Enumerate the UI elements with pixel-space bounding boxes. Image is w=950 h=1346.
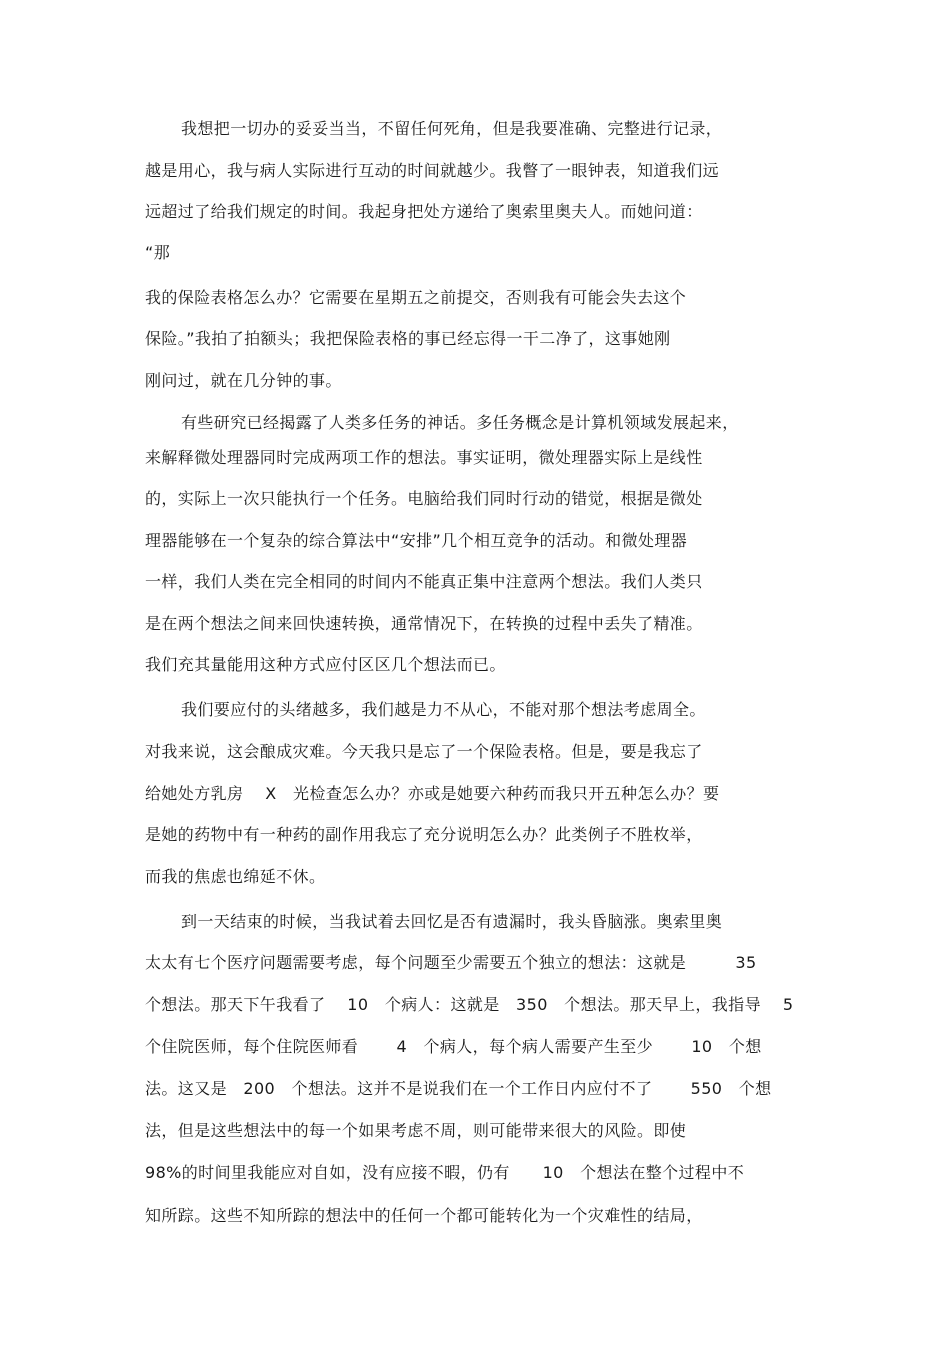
text-line: 个住院医师，每个住院医师看 4 个病人，每个病人需要产生至少 10 个想 [145,1037,762,1056]
text-line: 我的保险表格怎么办？它需要在星期五之前提交，否则我有可能会失去这个 [145,288,687,307]
text-line: “那 [145,243,171,262]
text-line: 刚问过，就在几分钟的事。 [145,371,342,390]
text-line: 而我的焦虑也绵延不休。 [145,867,326,886]
text-line: 到一天结束的时候，当我试着去回忆是否有遗漏时，我头昏脑涨。奥索里奥 [181,912,723,931]
text-line: 我们充其量能用这种方式应付区区几个想法而已。 [145,655,506,674]
text-line: 给她处方乳房 X 光检查怎么办？亦或是她要六种药而我只开五种怎么办？要 [145,784,720,803]
text-line: 越是用心，我与病人实际进行互动的时间就越少。我瞥了一眼钟表，知道我们远 [145,161,720,180]
text-line: 法。这又是 200 个想法。这并不是说我们在一个工作日内应付不了 550 个想 [145,1079,772,1098]
text-line: 知所踪。这些不知所踪的想法中的任何一个都可能转化为一个灾难性的结局， [145,1206,703,1225]
text-line: 是她的药物中有一种药的副作用我忘了充分说明怎么办？此类例子不胜枚举， [145,825,703,844]
text-line: 一样，我们人类在完全相同的时间内不能真正集中注意两个想法。我们人类只 [145,572,703,591]
text-line: 我们要应付的头绪越多，我们越是力不从心，不能对那个想法考虑周全。 [181,700,706,719]
text-line: 的，实际上一次只能执行一个任务。电脑给我们同时行动的错觉，根据是微处 [145,489,703,508]
text-line: 保险。”我拍了拍额头；我把保险表格的事已经忘得一干二净了，这事她刚 [145,329,671,348]
text-line: 对我来说，这会酿成灾难。今天我只是忘了一个保险表格。但是，要是我忘了 [145,742,703,761]
text-line: 我想把一切办的妥妥当当，不留任何死角，但是我要准确、完整进行记录， [181,119,723,138]
text-line: 来解释微处理器同时完成两项工作的想法。事实证明，微处理器实际上是线性 [145,448,703,467]
text-line: 是在两个想法之间来回快速转换，通常情况下，在转换的过程中丢失了精准。 [145,614,703,633]
text-line: 太太有七个医疗问题需要考虑，每个问题至少需要五个独立的想法：这就是 35 [145,953,757,972]
text-line: 98%的时间里我能应对自如，没有应接不暇，仍有 10 个想法在整个过程中不 [145,1163,745,1182]
text-line: 个想法。那天下午我看了 10 个病人：这就是 350 个想法。那天早上，我指导 5 [145,995,794,1014]
text-line: 理器能够在一个复杂的综合算法中“安排”几个相互竞争的活动。和微处理器 [145,531,688,550]
text-line: 有些研究已经揭露了人类多任务的神话。多任务概念是计算机领域发展起来， [181,413,739,432]
text-line: 远超过了给我们规定的时间。我起身把处方递给了奥索里奥夫人。而她问道： [145,202,703,221]
text-line: 法，但是这些想法中的每一个如果考虑不周，则可能带来很大的风险。即使 [145,1121,687,1140]
